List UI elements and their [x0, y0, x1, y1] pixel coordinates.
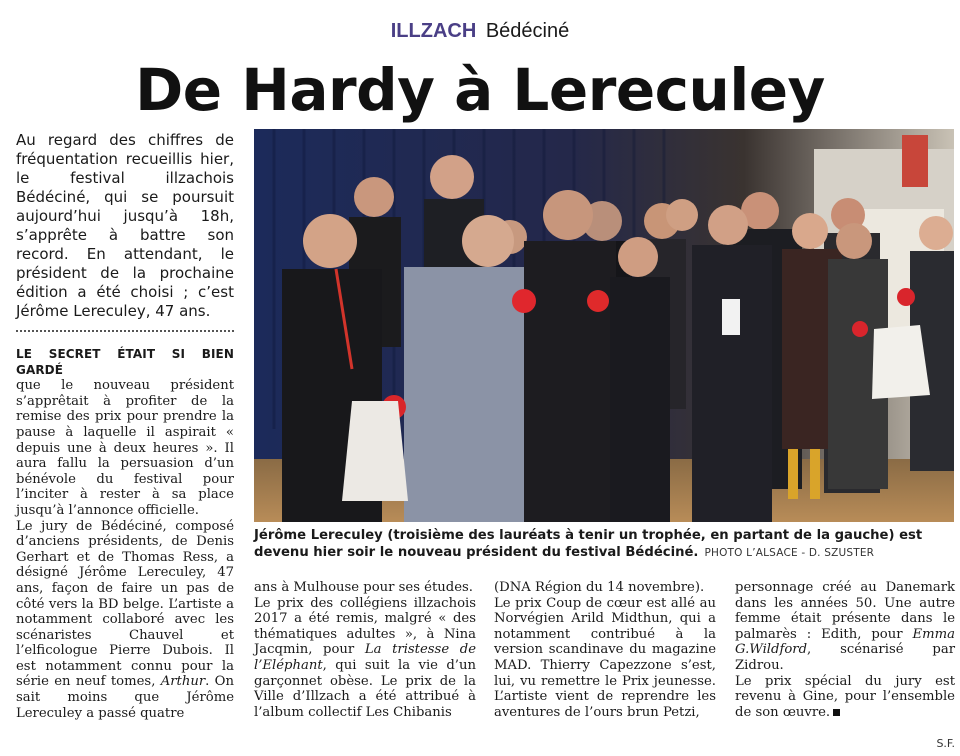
paragraph-text: (DNA Région du 14 novembre).: [494, 580, 705, 595]
article-photo: [254, 129, 954, 522]
paragraph: [254, 596, 476, 721]
end-of-article-mark: [833, 709, 840, 716]
article-headline: De Hardy à Lereculey: [135, 56, 825, 124]
paragraph-text: que le nouveau président s’apprêtait à profiter de la remise des prix pour prendre la pause à laquelle il aspirait « depuis une à deux heures ». Il aura fallu la persuasion d’un bénévole du festival pour l’inciter à rester à sa place jusqu’à l’annonce officielle.: [16, 378, 234, 518]
paragraph-text: , qui suit la vie d’un garçonnet obèse. Le prix de la Ville d’Illzach a été attribué à l’album collectif Les Chibanis: [254, 657, 476, 720]
column-1: [16, 347, 234, 721]
column-4: [735, 580, 955, 750]
paragraph: [735, 580, 955, 674]
photo-credit: PHOTO L’ALSACE - D. SZUSTER: [704, 547, 875, 559]
photo-caption: [254, 527, 954, 562]
paragraph: [254, 580, 476, 596]
article-lead: Au regard des chiffres de fréquentation recueillis hier, le festival illzachois Bédéciné, qui se poursuit aujourd’hui jusqu’à 18h, s’apprête à battre son record. En attendant, le président de la prochaine édition a été choisi ; c’est Jérôme Lereculey, 47 ans.: [16, 131, 234, 320]
paragraph-text: Le jury de Bédéciné, composé d’anciens présidents, de Denis Gerhart et de Thomas Ress, a désigné Jérôme Lereculey, 47 ans, façon de faire un pas de côté vers la BD belge. L’artiste a notamment collaboré avec les scénaristes Chauvel et l’elficologue Pierre Dubois. Il est notamment connu pour la série en neuf tomes,: [16, 518, 234, 690]
column-3: [494, 580, 716, 720]
book-title: Emma G.Wildford: [735, 626, 955, 658]
paragraph-text: Le prix des collégiens illzachois 2017 a été remis, malgré « des thématiques adultes », à Nina Jacqmin, pour: [254, 595, 476, 658]
paragraph: [494, 580, 716, 596]
column-2: [254, 580, 476, 720]
paragraph-text: Le prix Coup de cœur est allé au Norvégien Arild Midthun, qui a notamment contribué à la version scandinave du magazine MAD. Thierry Capezzone s’est, lui, vu remettre le Prix jeunesse. L’artiste vient de reprendre les aventures de l’ours brun Petzi,: [494, 595, 716, 720]
paragraph-text: personnage créé au Danemark dans les années 50. Une autre femme était présente dans le palmarès : Edith, pour: [735, 580, 955, 642]
paragraph: [735, 674, 955, 721]
run-in-heading: LE SECRET ÉTAIT SI BIEN GARDÉ: [16, 347, 234, 377]
paragraph-text: Le prix spécial du jury est revenu à Gine, pour l’ensemble de son œuvre.: [735, 673, 955, 720]
kicker: [0, 18, 960, 44]
book-title: Arthur: [160, 674, 206, 690]
kicker-section: Bédéciné: [485, 20, 570, 42]
book-title: La tristesse de l’Eléphant: [254, 642, 476, 673]
paragraph-text: , scénarisé par Zidrou.: [735, 642, 955, 673]
paragraph-text: . On sait moins que Jérôme Lereculey a passé quatre: [16, 674, 234, 721]
paragraph-text: ans à Mulhouse pour ses études.: [254, 580, 473, 595]
author-signature: S.F.: [936, 737, 955, 750]
kicker-location: ILLZACH: [390, 20, 477, 42]
photo-illustration: [254, 129, 954, 522]
paragraph: [16, 347, 234, 519]
paragraph: [16, 519, 234, 722]
crowd: [282, 155, 954, 522]
caption-text: Jérôme Lereculey (troisième des lauréats à tenir un trophée, en partant de la gauche) est devenu hier soir le nouveau président du festival Bédéciné.: [254, 528, 923, 560]
dotted-divider: [16, 330, 234, 332]
paragraph: [494, 596, 716, 721]
